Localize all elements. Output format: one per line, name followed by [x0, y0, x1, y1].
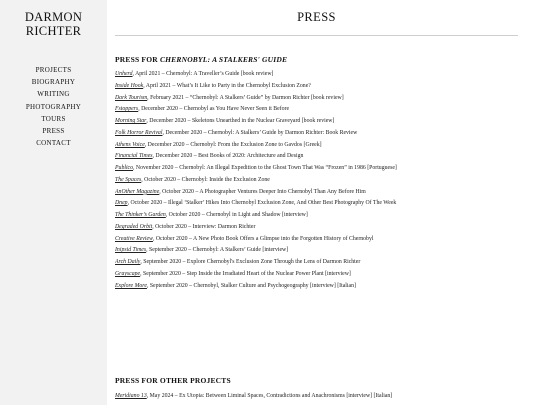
- press-source-link[interactable]: Inipsid Times: [115, 247, 147, 254]
- press-source-link[interactable]: Dark Tourism: [115, 94, 148, 101]
- press-source-link[interactable]: Degraded Orbit: [115, 223, 153, 230]
- nav-contact[interactable]: CONTACT: [36, 139, 71, 148]
- press-item-text: , September 2020 – Step Inside the Irradiated Heart of the Nuclear Power Plant [interview]: [140, 271, 351, 278]
- press-item-text: , October 2020 – A Photographer Ventures Deeper Into Chernobyl Than Any Before Him: [159, 188, 366, 195]
- press-item: [115, 163, 518, 175]
- press-item-text: , September 2020 – Explore Chernobyl's Exclusion Zone Through the Lens of Darmon Richter: [140, 259, 361, 266]
- press-item-text: , October 2020 – Interview: Darmon Richter: [152, 223, 256, 230]
- main-nav: [0, 64, 107, 149]
- press-source-link[interactable]: Arch Daily: [115, 259, 141, 266]
- press-source-link[interactable]: Meridiano 13: [115, 393, 147, 399]
- press-source-link[interactable]: Dnep: [115, 200, 128, 207]
- press-item: [115, 245, 518, 257]
- section-title-other: PRESS FOR OTHER PROJECTS: [115, 376, 231, 385]
- press-source-link[interactable]: Creative Review: [115, 235, 153, 242]
- press-item: [115, 116, 518, 128]
- press-source-link[interactable]: Financial Times: [115, 153, 153, 160]
- section-title-chernobyl: [115, 55, 287, 64]
- press-item: [115, 281, 518, 293]
- press-item-text: , December 2020 – Chernobyl: A Stalkers’ Guide by Darmon Richter: Book Review: [162, 129, 358, 136]
- press-item-text: , November 2020 – Chernobyl: An Illegal Expedition to the Ghost Town That Was “Frozen” in 1986 [Portuguese]: [133, 165, 397, 172]
- press-item-text: , September 2020 – Chernobyl: A Stalkers’ Guide [interview]: [146, 247, 289, 254]
- sidebar: [0, 0, 107, 405]
- nav-press[interactable]: PRESS: [42, 127, 65, 136]
- logo-line-2: RICHTER: [25, 24, 82, 38]
- press-source-link[interactable]: Folk Horror Revival: [115, 129, 163, 136]
- title-divider: [115, 35, 518, 36]
- section-title-prefix: PRESS FOR: [115, 55, 160, 64]
- press-item-text: , October 2020 – Illegal ‘Stalker’ Hikes Into Chernobyl Exclusion Zone, And Other Best Photography Of The Week: [127, 200, 397, 207]
- press-item: [115, 391, 518, 403]
- press-item: [115, 151, 518, 163]
- press-item: [115, 69, 518, 81]
- press-item-text: , February 2021 – “Chernobyl: A Stalkers’ Guide” by Darmon Richter [book review]: [147, 94, 344, 101]
- press-item-text: , April 2021 – What’s It Like to Party in the Chernobyl Exclusion Zone?: [143, 82, 311, 89]
- nav-writing[interactable]: WRITING: [37, 90, 70, 99]
- press-item: [115, 104, 518, 116]
- press-item: [115, 93, 518, 105]
- press-item-text: , September 2020 – Chernobyl, Stalker Culture and Psychogeography [interview] [Italian]: [146, 282, 356, 289]
- press-item: [115, 198, 518, 210]
- press-item-text: , October 2020 – Chernobyl: Inside the Exclusion Zone: [141, 176, 270, 183]
- press-source-link[interactable]: Inside Hook: [115, 82, 144, 89]
- press-source-link[interactable]: Athens Voice: [115, 141, 145, 148]
- main-content: [115, 0, 518, 405]
- press-item-text: , December 2020 – Best Books of 2020: Architecture and Design: [152, 153, 304, 160]
- logo-line-1: DARMON: [24, 10, 83, 24]
- press-item-text: , October 2020 – Chernobyl in Light and Shadow [interview]: [165, 212, 308, 219]
- press-item-text: , December 2020 – Chernobyl: From the Exclusion Zone to Gavdos [Greek]: [144, 141, 322, 148]
- press-item: [115, 81, 518, 93]
- press-item: [115, 234, 518, 246]
- page-title: PRESS: [297, 10, 336, 24]
- press-item-text: , May 2024 – Ex Utopia: Between Liminal Spaces, Contradictions and Anachronisms [interview] [Italian]: [146, 393, 393, 399]
- press-item-text: , December 2020 – Skeletons Unearthed in the Nuclear Graveyard [book review]: [146, 118, 335, 125]
- press-item: [115, 175, 518, 187]
- section-title-book: CHERNOBYL: A STALKERS' GUIDE: [159, 55, 288, 64]
- nav-tours[interactable]: TOURS: [41, 114, 66, 123]
- press-source-link[interactable]: The Thinker’s Garden: [115, 212, 166, 219]
- press-item: [115, 222, 518, 234]
- press-list-chernobyl: [115, 69, 518, 293]
- press-list-other: [115, 391, 518, 403]
- press-item: [115, 140, 518, 152]
- press-item-text: , October 2020 – A New Photo Book Offers a Glimpse into the Forgotten History of Chernobyl: [152, 235, 374, 242]
- press-item: [115, 269, 518, 281]
- press-source-link[interactable]: Grayscape: [115, 271, 141, 278]
- press-item: [115, 187, 518, 199]
- press-item-text: , April 2021 – Chernobyl: A Traveller’s Guide [book review]: [132, 71, 274, 77]
- nav-projects[interactable]: PROJECTS: [35, 66, 72, 74]
- press-source-link[interactable]: AnOther Magazine: [115, 188, 160, 195]
- press-source-link[interactable]: Publico: [115, 165, 134, 172]
- nav-photography[interactable]: PHOTOGRAPHY: [25, 102, 82, 111]
- site-logo[interactable]: [0, 10, 107, 38]
- press-source-link[interactable]: Explore More: [115, 282, 147, 289]
- press-item: [115, 210, 518, 222]
- press-source-link[interactable]: The Spaces: [115, 176, 142, 183]
- press-item-text: , December 2020 – Chernobyl as You Have Never Seen it Before: [138, 106, 290, 113]
- press-item: [115, 257, 518, 269]
- press-source-link[interactable]: Unherd: [115, 71, 133, 77]
- press-source-link[interactable]: Morning Star: [115, 118, 147, 125]
- press-source-link[interactable]: Fstoppers: [115, 106, 139, 113]
- press-item: [115, 128, 518, 140]
- nav-biography[interactable]: BIOGRAPHY: [31, 78, 76, 87]
